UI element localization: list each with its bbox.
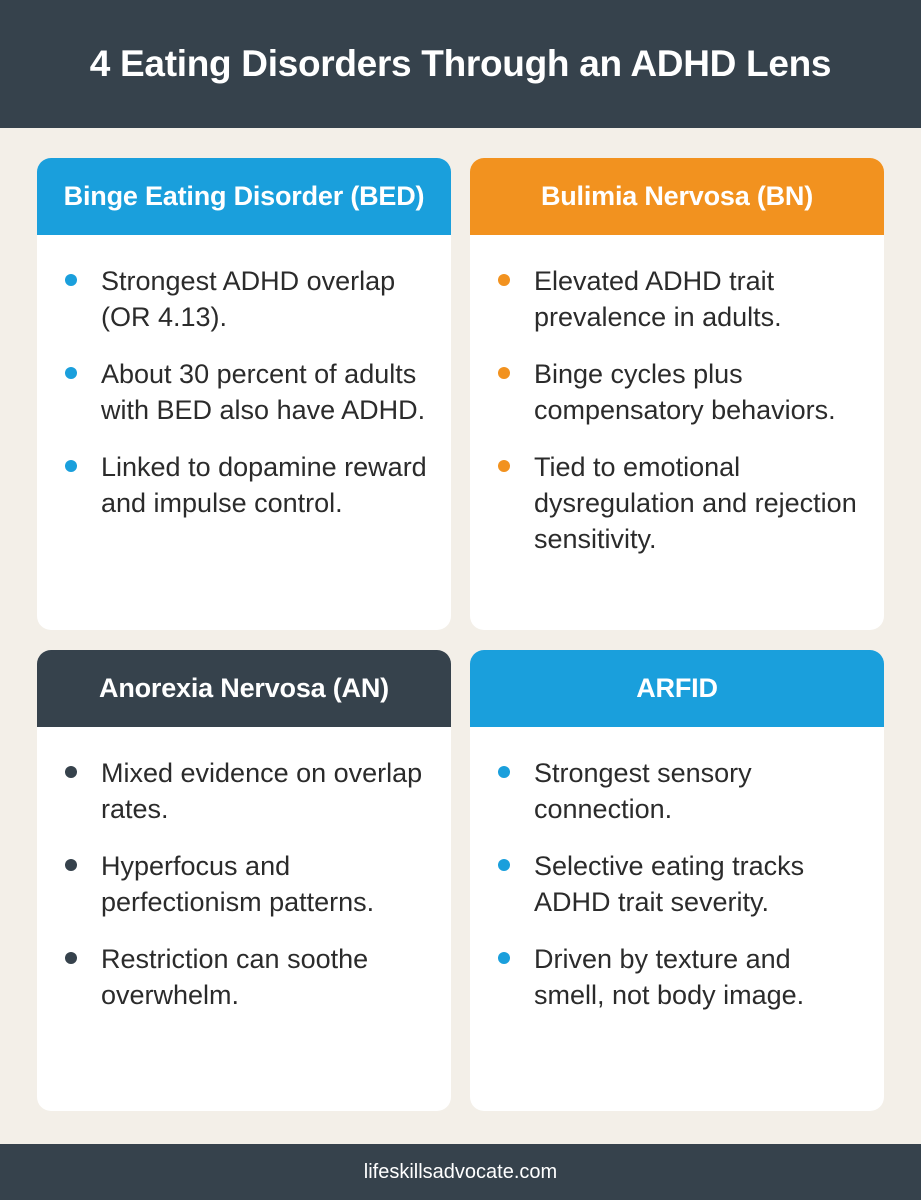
bullet-dot-icon	[498, 766, 510, 778]
bullet-dot-icon	[65, 766, 77, 778]
list-item	[498, 449, 864, 557]
bullet-text: Tied to emotional dysregulation and rejection sensitivity.	[534, 452, 857, 554]
list-item	[498, 263, 864, 335]
card-header	[37, 158, 451, 235]
bullet-text: Elevated ADHD trait prevalence in adults.	[534, 266, 782, 332]
bullet-text: Driven by texture and smell, not body image.	[534, 944, 805, 1010]
page-title: 4 Eating Disorders Through an ADHD Lens	[89, 43, 832, 84]
bullet-text: Mixed evidence on overlap rates.	[101, 758, 423, 824]
card-header	[37, 650, 451, 727]
bullet-text: Restriction can soothe overwhelm.	[101, 944, 369, 1010]
list-item	[65, 941, 431, 1013]
card-header	[470, 650, 884, 727]
bullet-dot-icon	[498, 274, 510, 286]
list-item	[65, 755, 431, 827]
bullet-text: Hyperfocus and perfectionism patterns.	[101, 851, 375, 917]
bullet-dot-icon	[65, 859, 77, 871]
list-item	[498, 356, 864, 428]
card-arfid	[470, 650, 884, 1111]
list-item	[65, 449, 431, 521]
header-banner	[0, 0, 921, 128]
card-an	[37, 650, 451, 1111]
card-title: Anorexia Nervosa (AN)	[99, 673, 389, 703]
card-header	[470, 158, 884, 235]
bullet-dot-icon	[65, 460, 77, 472]
bullet-dot-icon	[498, 460, 510, 472]
bullet-dot-icon	[498, 859, 510, 871]
card-title: Binge Eating Disorder (BED)	[63, 181, 425, 211]
footer-bar	[0, 1144, 921, 1200]
card-bn	[470, 158, 884, 630]
card-title: ARFID	[636, 673, 718, 703]
bullet-dot-icon	[498, 367, 510, 379]
card-body	[37, 235, 451, 521]
bullet-text: Linked to dopamine reward and impulse control.	[101, 452, 427, 518]
bullet-dot-icon	[65, 274, 77, 286]
card-body	[470, 235, 884, 557]
bullet-dot-icon	[498, 952, 510, 964]
card-body	[470, 727, 884, 1013]
list-item	[65, 263, 431, 335]
card-bed	[37, 158, 451, 630]
bullet-text: About 30 percent of adults with BED also have ADHD.	[101, 359, 426, 425]
list-item	[498, 941, 864, 1013]
list-item	[498, 848, 864, 920]
bullet-text: Selective eating tracks ADHD trait severity.	[534, 851, 805, 917]
bullet-text: Binge cycles plus compensatory behaviors.	[534, 359, 836, 425]
bullet-text: Strongest ADHD overlap (OR 4.13).	[101, 266, 396, 332]
card-title: Bulimia Nervosa (BN)	[540, 181, 814, 211]
footer-url: lifeskillsadvocate.com	[363, 1160, 558, 1183]
bullet-dot-icon	[65, 367, 77, 379]
card-body	[37, 727, 451, 1013]
bullet-text: Strongest sensory connection.	[534, 758, 752, 824]
list-item	[65, 848, 431, 920]
bullet-dot-icon	[65, 952, 77, 964]
list-item	[65, 356, 431, 428]
list-item	[498, 755, 864, 827]
